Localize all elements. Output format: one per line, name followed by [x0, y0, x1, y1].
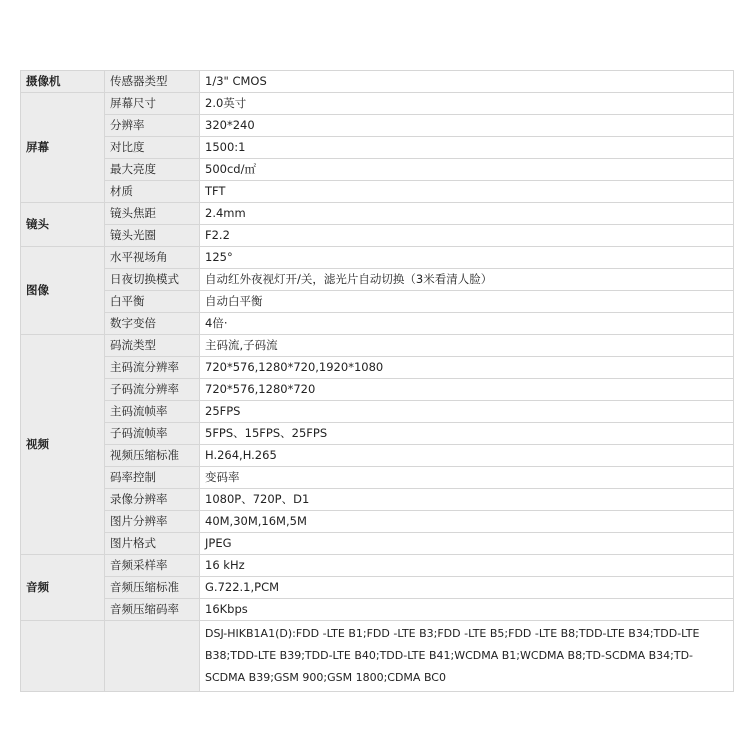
- table-row: [21, 115, 734, 137]
- table-row: [21, 599, 734, 621]
- table-row: [21, 401, 734, 423]
- table-row: [21, 335, 734, 357]
- network-bands-value: DSJ-HIKB1A1(D):FDD -LTE B1;FDD -LTE B3;FDD -LTE B5;FDD -LTE B8;TDD-LTE B34;TDD-LTE B38;TDD-LTE B39;TDD-LTE B40;TDD-LTE B41;WCDMA B1;WCDMA B8;TD-SCDMA B34;TD-SCDMA B39;GSM 900;GSM 1800;CDMA BC0: [200, 621, 734, 692]
- label-cell: 数字变倍: [105, 313, 200, 335]
- table-row: [21, 247, 734, 269]
- label-cell: 子码流帧率: [105, 423, 200, 445]
- label-cell: 码流类型: [105, 335, 200, 357]
- label-cell: 主码流分辨率: [105, 357, 200, 379]
- label-cell: 子码流分辨率: [105, 379, 200, 401]
- label-cell: 音频压缩标准: [105, 577, 200, 599]
- table-row: [21, 577, 734, 599]
- label-cell: 最大亮度: [105, 159, 200, 181]
- category-cell: 镜头: [21, 203, 105, 247]
- label-cell: 材质: [105, 181, 200, 203]
- table-row: [21, 357, 734, 379]
- table-row: [21, 467, 734, 489]
- label-cell: 分辨率: [105, 115, 200, 137]
- table-row: [21, 291, 734, 313]
- table-row: [21, 71, 734, 93]
- label-cell: 视频压缩标准: [105, 445, 200, 467]
- label-cell: 图片分辨率: [105, 511, 200, 533]
- table-row: [21, 137, 734, 159]
- label-cell: 屏幕尺寸: [105, 93, 200, 115]
- table-row: [21, 313, 734, 335]
- table-row: [21, 181, 734, 203]
- value-cell: 40M,30M,16M,5M: [200, 511, 734, 533]
- table-row: [21, 445, 734, 467]
- value-cell: 720*576,1280*720: [200, 379, 734, 401]
- value-cell: 1080P、720P、D1: [200, 489, 734, 511]
- table-row: [21, 203, 734, 225]
- spec-table: [20, 70, 734, 692]
- label-cell: 镜头光圈: [105, 225, 200, 247]
- category-cell: 屏幕: [21, 93, 105, 203]
- table-row: [21, 269, 734, 291]
- value-cell: 320*240: [200, 115, 734, 137]
- value-cell: 自动白平衡: [200, 291, 734, 313]
- table-row: [21, 159, 734, 181]
- label-cell: 水平视场角: [105, 247, 200, 269]
- label-cell: 音频采样率: [105, 555, 200, 577]
- label-cell: 日夜切换模式: [105, 269, 200, 291]
- label-cell: 传感器类型: [105, 71, 200, 93]
- value-cell: G.722.1,PCM: [200, 577, 734, 599]
- category-cell: 视频: [21, 335, 105, 555]
- value-cell: H.264,H.265: [200, 445, 734, 467]
- table-row: [21, 225, 734, 247]
- category-cell: 音频: [21, 555, 105, 621]
- value-cell: JPEG: [200, 533, 734, 555]
- value-cell: 主码流,子码流: [200, 335, 734, 357]
- table-row: [21, 489, 734, 511]
- spec-table-body: [21, 71, 734, 692]
- value-cell: 16Kbps: [200, 599, 734, 621]
- label-cell: 白平衡: [105, 291, 200, 313]
- value-cell: 16 kHz: [200, 555, 734, 577]
- label-cell: 图片格式: [105, 533, 200, 555]
- table-row: [21, 511, 734, 533]
- value-cell: 自动红外夜视灯开/关，滤光片自动切换（3米看清人脸）: [200, 269, 734, 291]
- label-cell: 对比度: [105, 137, 200, 159]
- value-cell: 4倍·: [200, 313, 734, 335]
- value-cell: 2.4mm: [200, 203, 734, 225]
- value-cell: 1/3" CMOS: [200, 71, 734, 93]
- category-cell: 摄像机: [21, 71, 105, 93]
- value-cell: 5FPS、15FPS、25FPS: [200, 423, 734, 445]
- value-cell: 变码率: [200, 467, 734, 489]
- value-cell: 1500:1: [200, 137, 734, 159]
- value-cell: 2.0英寸: [200, 93, 734, 115]
- category-cell: [21, 621, 105, 692]
- label-cell: 镜头焦距: [105, 203, 200, 225]
- network-row: [21, 621, 734, 692]
- value-cell: 125°: [200, 247, 734, 269]
- table-row: [21, 379, 734, 401]
- value-cell: F2.2: [200, 225, 734, 247]
- value-cell: 25FPS: [200, 401, 734, 423]
- table-row: [21, 555, 734, 577]
- value-cell: 500cd/㎡: [200, 159, 734, 181]
- category-cell: 图像: [21, 247, 105, 335]
- label-cell: 主码流帧率: [105, 401, 200, 423]
- label-cell: 音频压缩码率: [105, 599, 200, 621]
- value-cell: TFT: [200, 181, 734, 203]
- table-row: [21, 423, 734, 445]
- value-cell: 720*576,1280*720,1920*1080: [200, 357, 734, 379]
- label-cell: 录像分辨率: [105, 489, 200, 511]
- table-row: [21, 93, 734, 115]
- table-row: [21, 533, 734, 555]
- label-cell: [105, 621, 200, 692]
- label-cell: 码率控制: [105, 467, 200, 489]
